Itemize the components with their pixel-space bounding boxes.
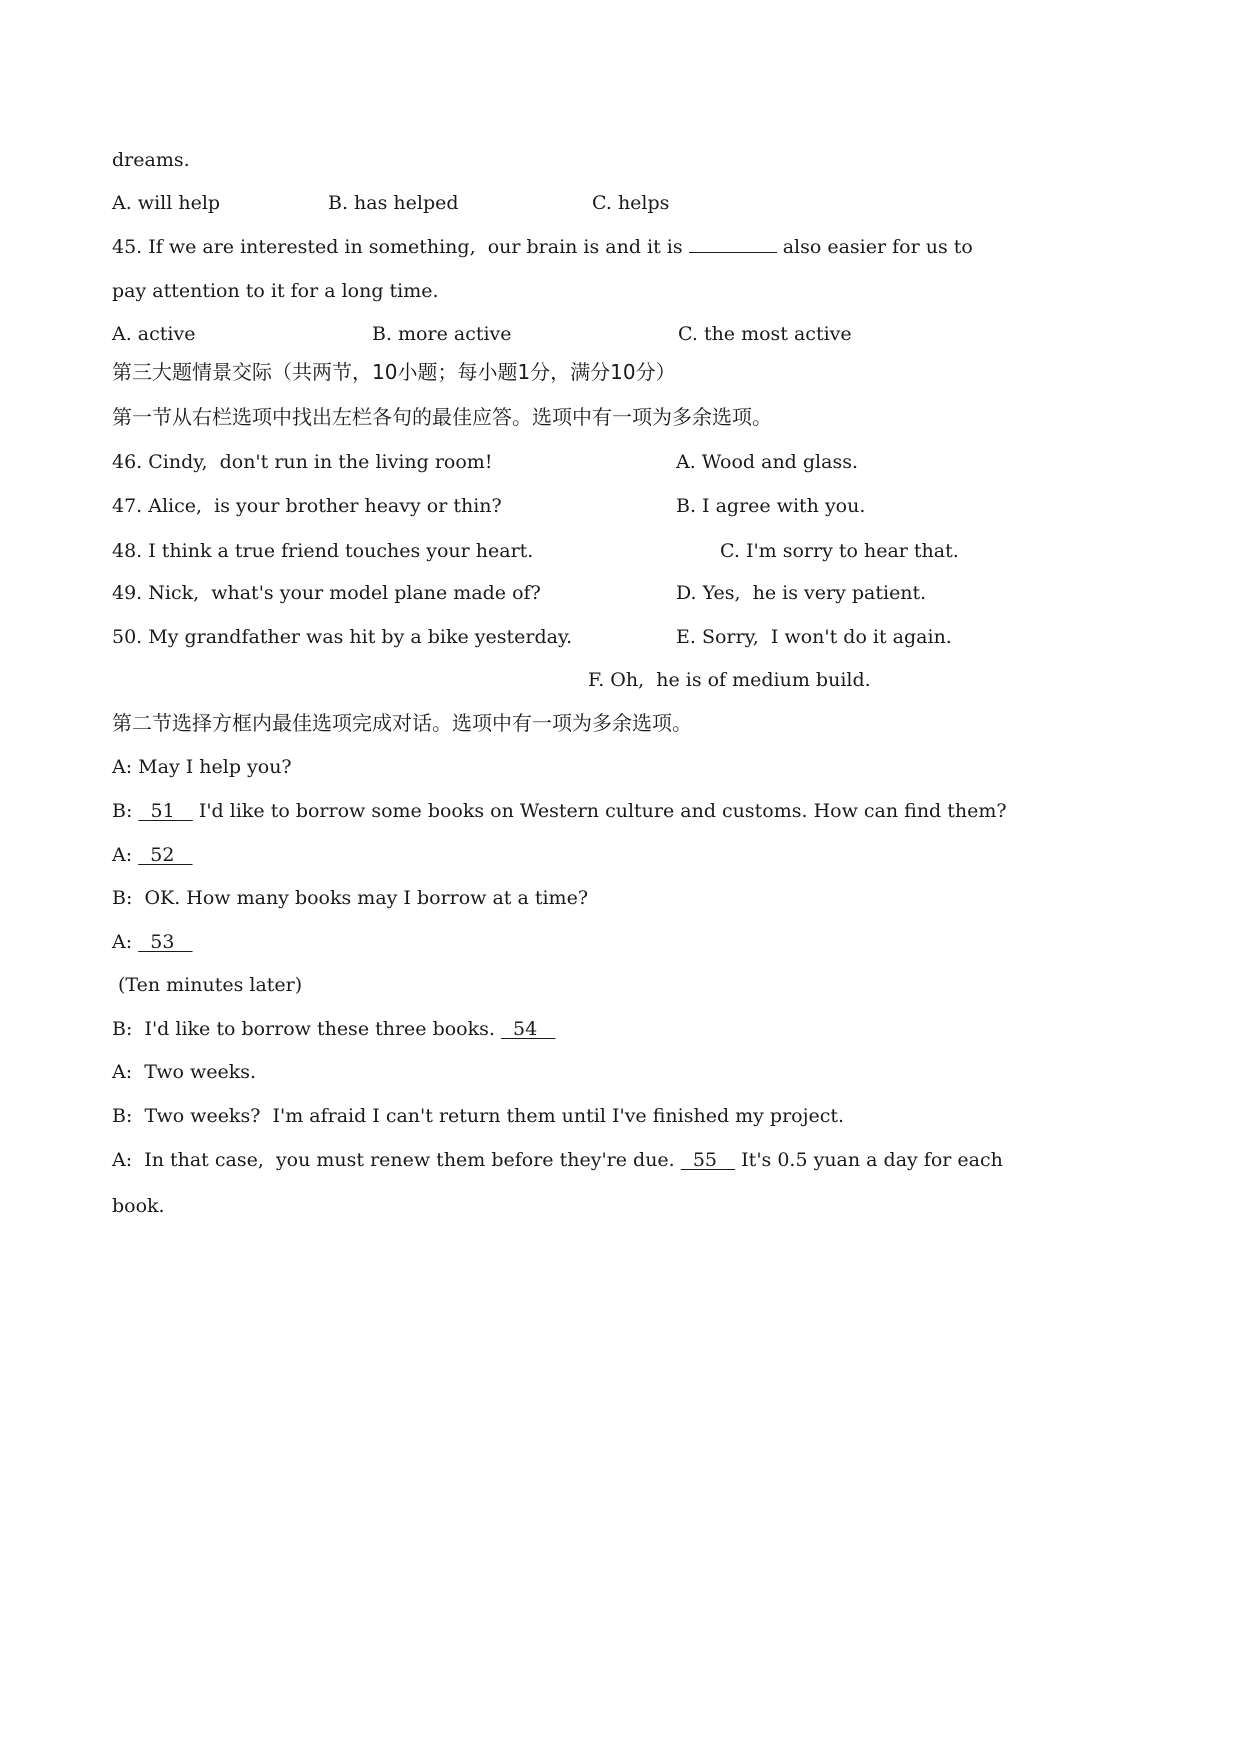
- section-instruction-part2: 第二节选择方框内最佳选项完成对话。选项中有一项为多余选项。: [112, 711, 692, 735]
- q45-option-b: B. more active: [372, 323, 512, 345]
- section-title: 第三大题情景交际（共两节，10小题；每小题1分，满分10分）: [112, 360, 676, 384]
- match-right-option: F. Oh, he is of medium build.: [588, 669, 871, 691]
- q45-text-part1: 45. If we are interested in something, our brain is and it is: [112, 236, 689, 258]
- match-left-item: 47. Alice, is your brother heavy or thin?: [112, 495, 502, 517]
- q45-line2: pay attention to it for a long time.: [112, 280, 439, 302]
- q45-option-a: A. active: [112, 323, 196, 345]
- q44-option-a: A. will help: [112, 192, 221, 214]
- dialogue-line: [112, 931, 193, 953]
- match-right-option: A. Wood and glass.: [676, 451, 858, 473]
- match-right-option: D. Yes, he is very patient.: [676, 582, 927, 604]
- dialogue-text: B: I'd like to borrow these three books.: [112, 1018, 501, 1040]
- dialogue-line: [112, 800, 1007, 822]
- speaker-label: A:: [112, 844, 139, 866]
- match-right-option: C. I'm sorry to hear that.: [720, 540, 959, 562]
- blank-51: 51: [138, 800, 193, 822]
- match-left-item: 46. Cindy, don't run in the living room!: [112, 451, 493, 473]
- dialogue-text: I'd like to borrow some books on Western culture and customs. How can find them?: [192, 800, 1007, 822]
- match-left-item: 48. I think a true friend touches your heart.: [112, 540, 534, 562]
- match-right-option: E. Sorry, I won't do it again.: [676, 626, 952, 648]
- q45-line1: [112, 234, 973, 258]
- q44-tail: dreams.: [112, 149, 190, 171]
- match-right-option: B. I agree with you.: [676, 495, 866, 517]
- section-instruction-part1: 第一节从右栏选项中找出左栏各句的最佳应答。选项中有一项为多余选项。: [112, 405, 772, 429]
- speaker-label: A:: [112, 931, 139, 953]
- dialogue-stage-note: (Ten minutes later): [118, 974, 303, 996]
- dialogue-text: A: In that case, you must renew them before they're due.: [112, 1149, 681, 1171]
- dialogue-line: A: Two weeks.: [112, 1061, 256, 1083]
- q45-blank: [689, 234, 777, 253]
- q44-option-c: C. helps: [592, 192, 670, 214]
- match-left-item: 50. My grandfather was hit by a bike yesterday.: [112, 626, 573, 648]
- q45-text-part2: also easier for us to: [776, 236, 973, 258]
- dialogue-line: book.: [112, 1195, 165, 1217]
- q45-option-c: C. the most active: [678, 323, 852, 345]
- q44-option-b: B. has helped: [328, 192, 459, 214]
- speaker-label: B:: [112, 800, 139, 822]
- dialogue-line: B: Two weeks? I'm afraid I can't return them until I've finished my project.: [112, 1105, 845, 1127]
- blank-53: 53: [138, 931, 193, 953]
- dialogue-text: It's 0.5 yuan a day for each: [735, 1149, 1003, 1171]
- blank-55: 55: [680, 1149, 736, 1171]
- blank-54: 54: [500, 1018, 556, 1040]
- dialogue-line: [112, 1018, 555, 1040]
- match-left-item: 49. Nick, what's your model plane made of?: [112, 582, 541, 604]
- dialogue-line: [112, 844, 193, 866]
- dialogue-line: A: May I help you?: [112, 756, 292, 778]
- dialogue-line: [112, 1149, 1003, 1171]
- blank-52: 52: [138, 844, 193, 866]
- dialogue-line: B: OK. How many books may I borrow at a time?: [112, 887, 589, 909]
